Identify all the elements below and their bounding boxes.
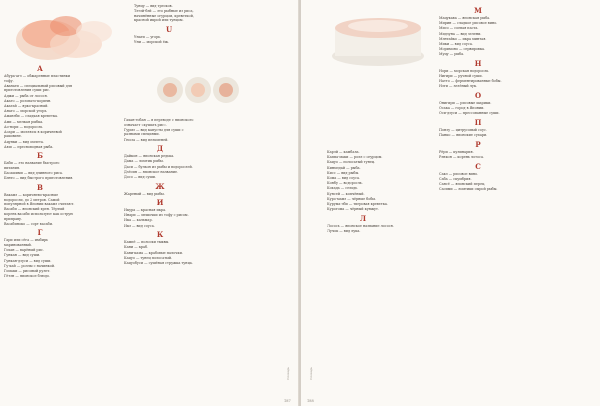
entry: Аманэби — сладкая креветка. xyxy=(4,114,59,119)
entry: Дайкон — японская редька. xyxy=(124,154,175,159)
entry: Аванаги — специальный рисовый для приготовления суши рис. xyxy=(4,83,72,93)
entry: Гари или сёга — имбирь маринованный. xyxy=(4,238,48,247)
entry: Жареный — вид рыбы. xyxy=(124,191,165,196)
entry: Гункан — вид суши. xyxy=(4,253,41,258)
section-letter-l: Л xyxy=(359,213,367,223)
entry: Гурмэ — вид капусты для суши с разными специями. xyxy=(124,127,184,137)
entry: Куро-мамэ — чёрные бобы. xyxy=(327,196,377,201)
entry: Гу-кай — роллы с начинкой. xyxy=(4,263,56,268)
section-letter-zh: Ж xyxy=(155,181,165,191)
page-number-left: 187 xyxy=(284,399,291,403)
section-letter-p: П xyxy=(474,118,482,128)
entry: Унаги — угорь. xyxy=(134,34,162,39)
section-letter-i: И xyxy=(156,198,164,208)
entry: Рэнкон — корень лотоса. xyxy=(439,155,485,159)
entry: Гомаки — рисовый рулет. xyxy=(4,268,51,273)
entry: Мисо — соевая паста. xyxy=(439,26,479,31)
entry: Сансё — японский перец. xyxy=(439,181,486,186)
section-letter-v: В xyxy=(37,183,43,192)
entry: Дзёсин — японское название. xyxy=(124,169,179,174)
entry: Конбу — водоросль. xyxy=(327,181,363,186)
sushi-rolls-illustration xyxy=(6,4,138,62)
entry: Каппа-маки — ролл с огурцом. xyxy=(327,155,383,160)
entry: Кани — краб. xyxy=(124,245,149,250)
entry: Нори — морская водоросль. xyxy=(439,68,490,73)
entry: Натто — ферментированные бобы. xyxy=(439,79,502,84)
entry: Басашими — вид длинного риса. xyxy=(4,171,64,176)
entry: Васабиноко — сорт васаби. xyxy=(4,221,54,226)
entry: Рёри — кулинария. xyxy=(439,149,474,154)
entry: Мэнтайко — икра минтая. xyxy=(439,36,487,41)
side-label-left: Словарь xyxy=(286,366,290,380)
section-letter-k: К xyxy=(156,230,164,240)
entry: Гюоза — вид пельменей. xyxy=(124,137,169,142)
entry: Уни — морской ёж. xyxy=(134,40,169,45)
entry: Сакэ — рисовое вино. xyxy=(439,171,479,176)
entry: Саба — скумбрия. xyxy=(439,176,472,181)
entry: Гётэн — японское блюдо. xyxy=(4,274,51,279)
section-letter-u: U xyxy=(165,24,173,34)
section-letter-o: О xyxy=(474,91,482,101)
section-letter-n: Н xyxy=(474,58,482,68)
entry: Гункан-дзуси — вид суши. xyxy=(4,258,52,263)
entry: Лучок — вид лука. xyxy=(327,228,361,233)
entry: Курогома — чёрный кунжут. xyxy=(327,207,380,212)
entry: Кинмэдай — рыба. xyxy=(327,165,361,170)
entry: Мидзуна — вид зелени. xyxy=(439,31,482,36)
entry: Курума-эби — тигровая креветка. xyxy=(327,201,388,206)
right-column-1 xyxy=(327,150,399,234)
entry: Сасими — ломтики сырой рыбы. xyxy=(439,187,498,192)
entry: Гохан — варёный рис. xyxy=(4,248,44,253)
entry: Нигири — ручной суши. xyxy=(439,74,483,79)
entry: Асари — моллюск в коричневой раковине. xyxy=(4,129,62,139)
entry: Осака — город в Японии. xyxy=(439,106,485,111)
rolls-illustration xyxy=(152,66,246,110)
entry: Мацукава — японская рыба. xyxy=(439,16,491,20)
sushi-cake-illustration xyxy=(323,6,433,70)
left-page xyxy=(0,0,299,406)
entry: Карэй — камбала. xyxy=(327,150,360,154)
entry: Васаби — японский хрен. Тёртый корень васаби используют как острую приправу. xyxy=(4,207,74,221)
entry: Анаго — морской угорь. xyxy=(4,109,48,114)
entry: Даси — бульон из рыбы и водорослей. xyxy=(124,164,193,169)
section-letter-a: А xyxy=(37,64,43,73)
section-letter-m: М xyxy=(474,6,482,15)
entry: Ацуяки — вид омлета. xyxy=(4,139,44,144)
entry: Кунсей — копчёный. xyxy=(327,191,365,196)
right-page xyxy=(301,0,600,406)
entry: Кохада — сельдь. xyxy=(327,186,359,191)
entry: Кани-кама — крабовые палочки. xyxy=(124,250,183,255)
entry: Мики — вид соуса. xyxy=(439,41,473,46)
entry: Аюи — пресноводная рыба. xyxy=(4,144,54,149)
entry: Инари — мешочки из тофу с рисом. xyxy=(124,213,189,218)
left-column-2 xyxy=(4,62,76,279)
entry: Дама — ломтик рыбы. xyxy=(124,159,164,164)
entry: Бэнто — вид быстрого приготовления. xyxy=(4,176,74,181)
section-letter-r: Р xyxy=(475,139,481,149)
entry: Тэтэй-бэй — это рыбные из риса, начинённые огурцом, креветкой, красной икрой или тунцом. xyxy=(134,9,194,23)
entry: Кацуобуси — сушёная стружка тунца. xyxy=(124,261,193,265)
entry: Икэ — вид соуса. xyxy=(124,223,155,228)
entry: Оси-дзуси — прессованные суши. xyxy=(439,111,500,116)
section-letter-b: Б xyxy=(37,151,43,161)
entry: Муцу — рыба. xyxy=(439,52,465,57)
entry: Гахан-гобан — в переводе с японского означает «кушать рис». xyxy=(124,118,194,127)
entry: Нэги — зелёный лук. xyxy=(439,84,478,89)
section-letter-s: С xyxy=(475,161,481,171)
entry: Мирин — сладкое рисовое вино. xyxy=(439,21,498,26)
entry: Панко — японские сухари. xyxy=(439,133,488,138)
entry: Кисс — вид рыбы. xyxy=(327,170,360,175)
entry: Кацуо — полосатый тунец. xyxy=(327,160,376,165)
entry: Понзу — цитрусовый соус. xyxy=(439,128,487,133)
entry: Моримоно — сервировка. xyxy=(439,47,486,52)
section-letter-d: Д xyxy=(156,144,164,154)
entry: Тунцу — вид тресков. xyxy=(134,4,173,8)
entry: Ао-нори — водоросль. xyxy=(4,124,44,129)
entry: Онигири — рисовые шарики. xyxy=(439,101,492,106)
entry: Акагай — ярко-красный. xyxy=(4,103,49,108)
entry: Ами — мелкая рыбка. xyxy=(4,119,44,124)
entry: Икура — красная икра. xyxy=(124,208,167,213)
entry: Лосось — японское название лосося. xyxy=(327,223,394,228)
right-column-2 xyxy=(439,4,517,192)
entry: Кампё — полоски тыквы. xyxy=(124,240,170,245)
entry: Аджи — рыба от лосося. xyxy=(4,93,48,98)
entry: Акаго — розовато-коричн. xyxy=(4,98,52,103)
entry: Досо — вид суши. xyxy=(124,174,157,179)
left-column-1 xyxy=(134,4,204,45)
side-label-right: Словарь xyxy=(309,366,313,380)
entry: Кома — вид соуса. xyxy=(327,175,361,180)
entry: Ика — кальмар. xyxy=(124,218,153,223)
page-number-right: 188 xyxy=(307,399,314,403)
entry: Баби — это название быстрого питания. xyxy=(4,161,60,171)
entry: Кацуо — тунец полосатый. xyxy=(124,255,173,260)
left-column-3 xyxy=(124,118,196,266)
entry: Вакамэ — коричнево-красные водоросли, до 2 метров. Самой популярной в Японии вакамэ считают. xyxy=(4,193,75,207)
section-letter-g: Г xyxy=(37,228,43,238)
entry: Абура-агэ — обжаренные пластинки тофу. xyxy=(4,74,70,83)
